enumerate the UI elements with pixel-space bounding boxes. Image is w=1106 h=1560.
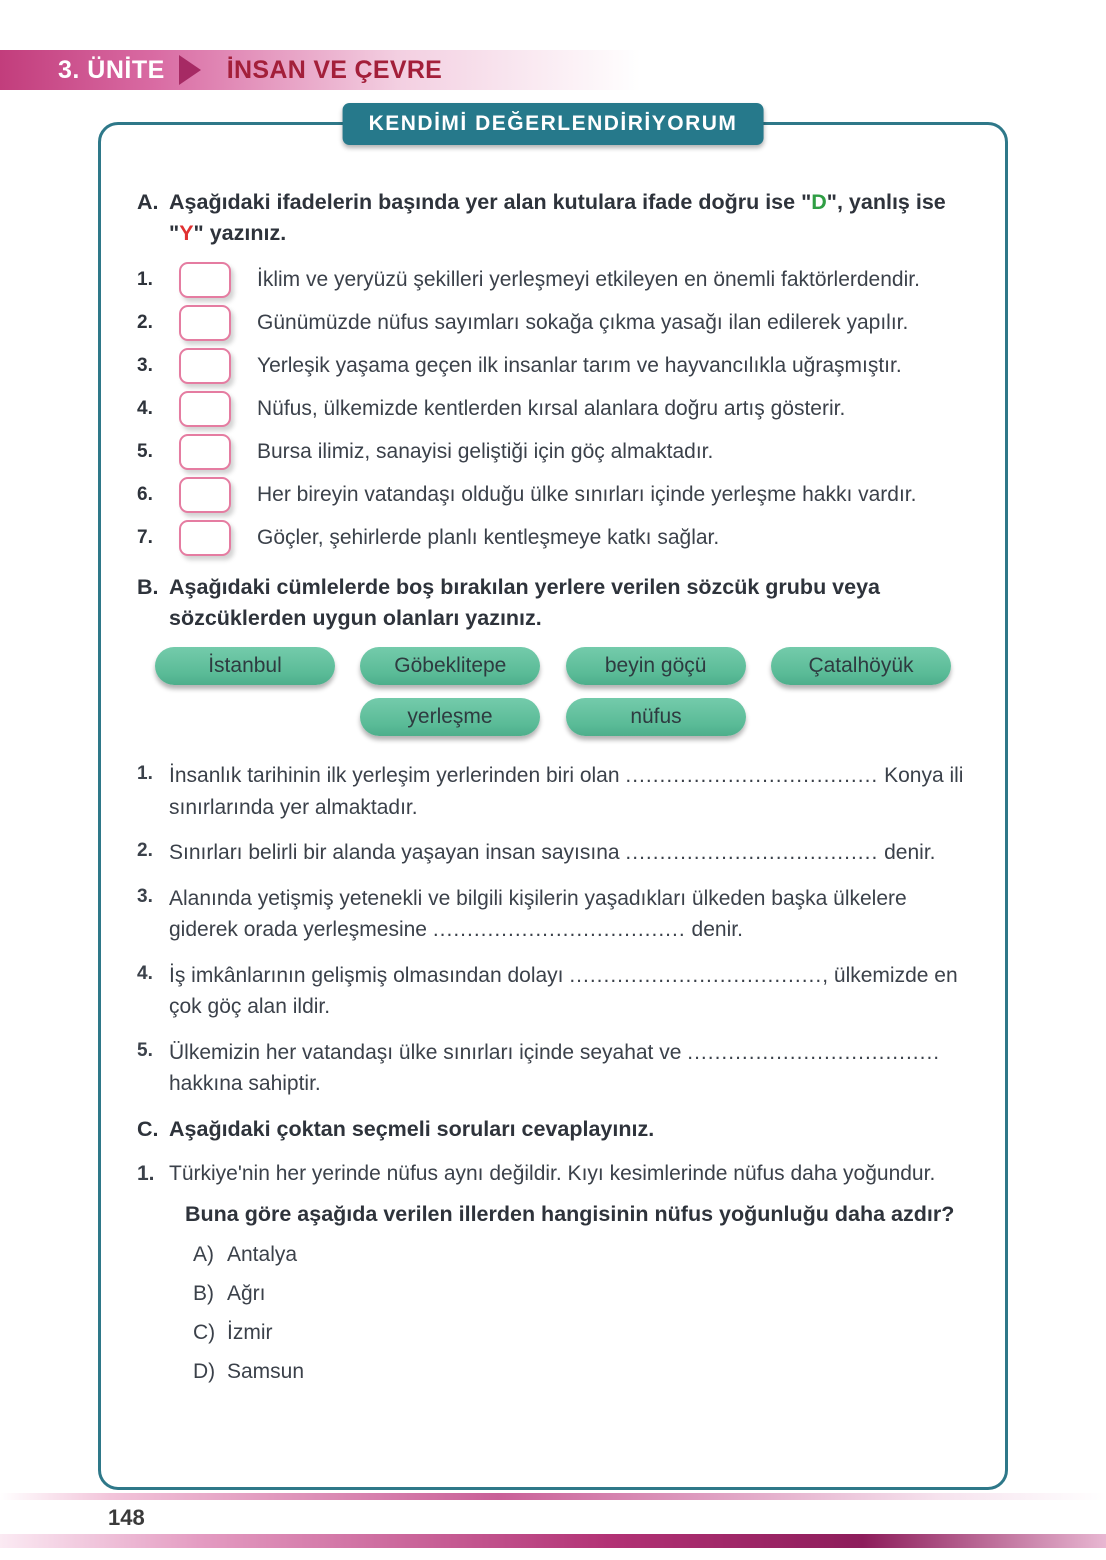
section-b	[137, 572, 969, 1100]
item-text-before: İnsanlık tarihinin ilk yerleşim yerlerinden biri olan	[169, 764, 626, 788]
option-c[interactable]	[193, 1321, 969, 1345]
item-text-after: , ülkemizde en çok göç alan ildir.	[169, 963, 958, 1019]
option-b[interactable]	[193, 1282, 969, 1306]
wordbank-pill-beyin-gocu[interactable]: beyin göçü	[566, 647, 746, 685]
answer-box-5[interactable]	[179, 434, 231, 470]
statement-number: 6.	[137, 484, 153, 506]
statement-row-6	[137, 477, 969, 513]
section-a-intro-part1: Aşağıdaki ifadelerin başında yer alan kutulara ifade doğru ise "	[169, 190, 812, 214]
footer-accent-line	[0, 1493, 1106, 1500]
page-footer	[0, 1493, 1106, 1560]
statement-number: 3.	[137, 355, 153, 377]
blank-line-4[interactable]: .....................................	[569, 963, 823, 987]
answer-box-6[interactable]	[179, 477, 231, 513]
word-bank-row-2	[145, 698, 961, 736]
letter-y-false: Y	[179, 220, 194, 245]
wordbank-pill-yerlesme[interactable]: yerleşme	[360, 698, 540, 736]
statement-number: 5.	[137, 441, 153, 463]
statement-number: 1.	[137, 269, 153, 291]
wordbank-pill-catalhoyuk[interactable]: Çatalhöyük	[771, 647, 951, 685]
item-text-before: Alanında yetişmiş yetenekli ve bilgili kişilerin yaşadıkları ülkeden başka ülkelere giderek orada yerleşmesine	[169, 886, 907, 942]
section-a-heading	[137, 187, 969, 248]
section-a-intro-part2: ", yanlış ise "	[169, 190, 946, 245]
statement-text: Yerleşik yaşama geçen ilk insanlar tarım ve hayvancılıkla uğraşmıştır.	[257, 354, 902, 378]
blank-line-1[interactable]: .....................................	[625, 764, 879, 788]
unit-header-bar	[0, 50, 1106, 90]
self-evaluation-badge: KENDİMİ DEĞERLENDİRİYORUM	[343, 103, 764, 145]
item-text-after: denir.	[878, 841, 936, 865]
unit-title: İNSAN VE ÇEVRE	[226, 55, 443, 84]
question-1	[137, 1158, 969, 1190]
item-text-before: Sınırları belirli bir alanda yaşayan insan sayısına	[169, 841, 626, 865]
statement-text: Nüfus, ülkemizde kentlerden kırsal alanlara doğru artış gösterir.	[257, 397, 846, 421]
statement-row-1	[137, 262, 969, 298]
fill-blank-item-1	[137, 760, 969, 823]
section-c-marker: C.	[137, 1116, 159, 1141]
option-letter: D)	[193, 1359, 216, 1383]
footer-accent-band	[0, 1534, 1106, 1548]
letter-d-true: D	[811, 190, 827, 214]
answer-box-2[interactable]	[179, 305, 231, 341]
fill-blank-item-3	[137, 883, 969, 946]
section-b-marker: B.	[137, 575, 159, 600]
word-bank	[145, 647, 961, 736]
option-label: Ağrı	[227, 1281, 266, 1305]
section-b-heading	[137, 572, 969, 633]
chevron-right-icon	[179, 55, 201, 85]
statement-number: 7.	[137, 527, 153, 549]
answer-box-3[interactable]	[179, 348, 231, 384]
unit-number-label: 3. ÜNİTE	[58, 55, 165, 84]
question-1-prompt: Buna göre aşağıda verilen illerden hangisinin nüfus yoğunluğu daha azdır?	[185, 1201, 955, 1226]
blank-line-3[interactable]: .....................................	[432, 918, 686, 942]
option-label: Samsun	[227, 1359, 305, 1383]
option-label: İzmir	[227, 1320, 273, 1344]
statement-text: Günümüzde nüfus sayımları sokağa çıkma yasağı ilan edilerek yapılır.	[257, 311, 909, 335]
statement-text: Bursa ilimiz, sanayisi geliştiği için göç almaktadır.	[257, 440, 714, 464]
statement-row-5	[137, 434, 969, 470]
statement-row-7	[137, 520, 969, 556]
blank-line-5[interactable]: .....................................	[687, 1040, 941, 1064]
statement-text: Göçler, şehirlerde planlı kentleşmeye katkı sağlar.	[257, 526, 720, 550]
section-b-intro: Aşağıdaki cümlelerde boş bırakılan yerlere verilen sözcük grubu veya sözcüklerden uygun olanları yazınız.	[169, 575, 881, 630]
question-text: Türkiye'nin her yerinde nüfus aynı değildir. Kıyı kesimlerinde nüfus daha yoğundur.	[169, 1162, 936, 1186]
item-number: 3.	[137, 885, 153, 907]
option-letter: A)	[193, 1242, 214, 1266]
section-a-intro-part3: " yazınız.	[193, 220, 287, 245]
item-text-after: denir.	[685, 918, 743, 942]
statement-number: 4.	[137, 398, 153, 420]
answer-box-7[interactable]	[179, 520, 231, 556]
option-letter: B)	[193, 1281, 214, 1305]
statement-row-2	[137, 305, 969, 341]
item-text-before: Ülkemizin her vatandaşı ülke sınırları içinde seyahat ve	[169, 1040, 688, 1064]
fill-blank-item-2	[137, 837, 969, 869]
statement-text: Her bireyin vatandaşı olduğu ülke sınırları içinde yerleşme hakkı vardır.	[257, 483, 917, 507]
answer-box-1[interactable]	[179, 262, 231, 298]
option-a[interactable]	[193, 1243, 969, 1267]
wordbank-pill-nufus[interactable]: nüfus	[566, 698, 746, 736]
option-label: Antalya	[227, 1242, 298, 1266]
word-bank-row-1	[145, 647, 961, 685]
footer-spacer	[0, 1548, 1106, 1560]
section-a-marker: A.	[137, 190, 159, 214]
section-c	[137, 1114, 969, 1384]
wordbank-pill-istanbul[interactable]: İstanbul	[155, 647, 335, 685]
option-letter: C)	[193, 1320, 216, 1344]
item-text-after: Konya ili sınırlarında yer almaktadır.	[169, 764, 964, 819]
item-text-after: hakkına sahiptir.	[169, 1072, 321, 1096]
question-number: 1.	[137, 1162, 155, 1186]
self-evaluation-box	[98, 112, 1008, 1490]
fill-blank-item-4	[137, 960, 969, 1023]
statement-row-3	[137, 348, 969, 384]
page-number: 148	[108, 1505, 145, 1530]
item-text-before: İş imkânlarının gelişmiş olmasından dolayı	[169, 963, 570, 987]
section-c-intro: Aşağıdaki çoktan seçmeli soruları cevaplayınız.	[169, 1116, 655, 1141]
fill-blank-item-5	[137, 1037, 969, 1100]
section-a	[137, 187, 969, 556]
item-number: 2.	[137, 840, 153, 862]
wordbank-pill-gobeklitepe[interactable]: Göbeklitepe	[360, 647, 540, 685]
item-number: 4.	[137, 962, 153, 984]
option-d[interactable]	[193, 1360, 969, 1384]
section-c-heading	[137, 1114, 969, 1145]
statement-row-4	[137, 391, 969, 427]
item-number: 5.	[137, 1039, 153, 1061]
statement-number: 2.	[137, 312, 153, 334]
answer-box-4[interactable]	[179, 391, 231, 427]
statement-text: İklim ve yeryüzü şekilleri yerleşmeyi etkileyen en önemli faktörlerdendir.	[257, 268, 920, 292]
item-number: 1.	[137, 763, 153, 785]
blank-line-2[interactable]: .....................................	[625, 841, 879, 865]
